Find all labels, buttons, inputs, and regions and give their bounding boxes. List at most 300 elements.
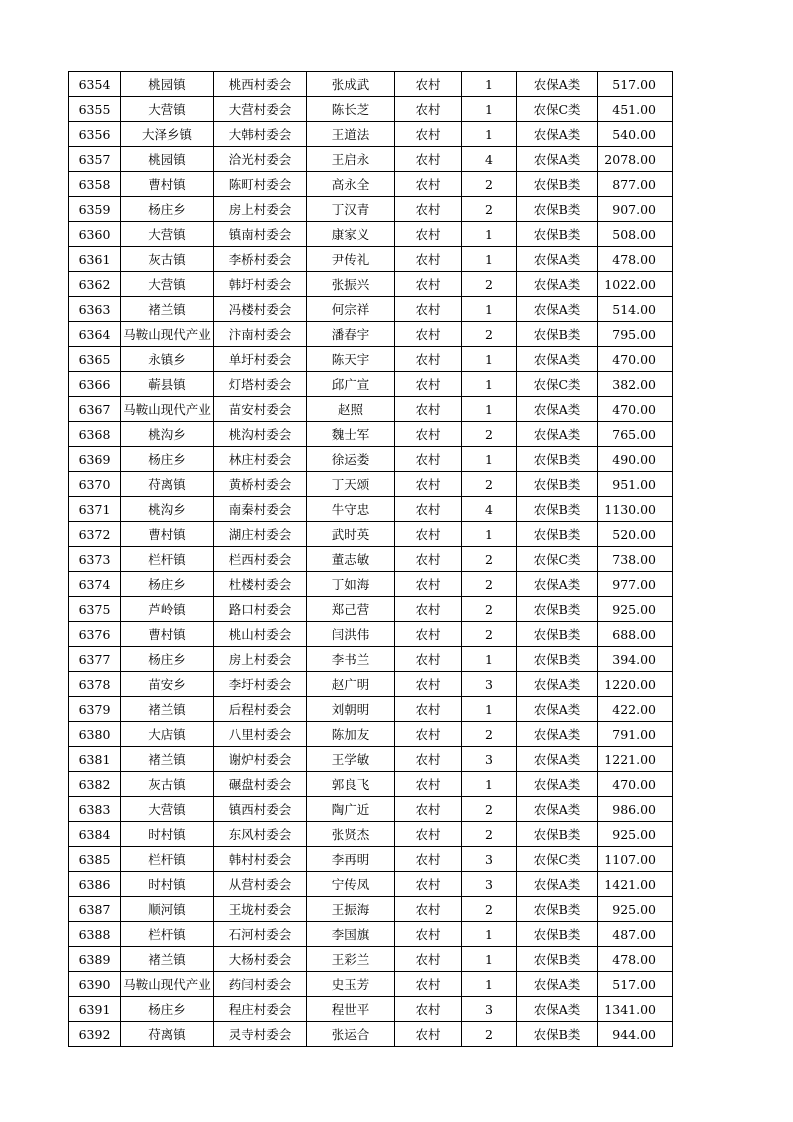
household-count-cell: 1 <box>462 297 517 322</box>
amount-cell: 1421.00 <box>598 872 673 897</box>
area-type-cell: 农村 <box>395 272 462 297</box>
insurance-class-cell: 农保B类 <box>517 322 598 347</box>
table-row <box>69 997 673 1022</box>
table-row <box>69 572 673 597</box>
row-number-cell: 6369 <box>69 447 121 472</box>
town-cell: 褚兰镇 <box>121 297 214 322</box>
area-type-cell: 农村 <box>395 347 462 372</box>
household-count-cell: 1 <box>462 922 517 947</box>
town-cell: 褚兰镇 <box>121 697 214 722</box>
area-type-cell: 农村 <box>395 997 462 1022</box>
table-row <box>69 372 673 397</box>
name-cell: 刘朝明 <box>307 697 395 722</box>
insurance-class-cell: 农保B类 <box>517 947 598 972</box>
village-cell: 韩村村委会 <box>214 847 307 872</box>
insurance-class-cell: 农保B类 <box>517 897 598 922</box>
area-type-cell: 农村 <box>395 372 462 397</box>
village-cell: 单圩村委会 <box>214 347 307 372</box>
village-cell: 王垅村委会 <box>214 897 307 922</box>
household-count-cell: 2 <box>462 422 517 447</box>
amount-cell: 951.00 <box>598 472 673 497</box>
household-count-cell: 2 <box>462 722 517 747</box>
household-count-cell: 3 <box>462 997 517 1022</box>
insurance-class-cell: 农保C类 <box>517 547 598 572</box>
area-type-cell: 农村 <box>395 972 462 997</box>
village-cell: 后程村委会 <box>214 697 307 722</box>
village-cell: 谢炉村委会 <box>214 747 307 772</box>
town-cell: 马鞍山现代产业 <box>121 397 214 422</box>
insurance-class-cell: 农保A类 <box>517 672 598 697</box>
name-cell: 董志敏 <box>307 547 395 572</box>
amount-cell: 977.00 <box>598 572 673 597</box>
insurance-class-cell: 农保B类 <box>517 822 598 847</box>
name-cell: 王启永 <box>307 147 395 172</box>
town-cell: 顺河镇 <box>121 897 214 922</box>
amount-cell: 688.00 <box>598 622 673 647</box>
town-cell: 马鞍山现代产业 <box>121 322 214 347</box>
amount-cell: 986.00 <box>598 797 673 822</box>
town-cell: 大店镇 <box>121 722 214 747</box>
table-row <box>69 347 673 372</box>
name-cell: 陈长芝 <box>307 97 395 122</box>
village-cell: 韩圩村委会 <box>214 272 307 297</box>
name-cell: 尹传礼 <box>307 247 395 272</box>
area-type-cell: 农村 <box>395 172 462 197</box>
household-count-cell: 1 <box>462 122 517 147</box>
area-type-cell: 农村 <box>395 322 462 347</box>
village-cell: 李桥村委会 <box>214 247 307 272</box>
row-number-cell: 6372 <box>69 522 121 547</box>
row-number-cell: 6360 <box>69 222 121 247</box>
table-row <box>69 922 673 947</box>
amount-cell: 517.00 <box>598 72 673 97</box>
town-cell: 时村镇 <box>121 872 214 897</box>
household-count-cell: 3 <box>462 747 517 772</box>
insurance-class-cell: 农保A类 <box>517 772 598 797</box>
household-count-cell: 3 <box>462 872 517 897</box>
row-number-cell: 6361 <box>69 247 121 272</box>
name-cell: 郭良飞 <box>307 772 395 797</box>
household-count-cell: 1 <box>462 347 517 372</box>
table-row <box>69 447 673 472</box>
amount-cell: 487.00 <box>598 922 673 947</box>
village-cell: 林庄村委会 <box>214 447 307 472</box>
table-row <box>69 397 673 422</box>
table-row <box>69 822 673 847</box>
area-type-cell: 农村 <box>395 522 462 547</box>
town-cell: 时村镇 <box>121 822 214 847</box>
insurance-class-cell: 农保B类 <box>517 622 598 647</box>
table-row <box>69 722 673 747</box>
name-cell: 程世平 <box>307 997 395 1022</box>
household-count-cell: 2 <box>462 572 517 597</box>
name-cell: 宁传凤 <box>307 872 395 897</box>
amount-cell: 738.00 <box>598 547 673 572</box>
household-count-cell: 1 <box>462 972 517 997</box>
area-type-cell: 农村 <box>395 922 462 947</box>
table-row <box>69 647 673 672</box>
town-cell: 永镇乡 <box>121 347 214 372</box>
insurance-class-cell: 农保A类 <box>517 122 598 147</box>
amount-cell: 540.00 <box>598 122 673 147</box>
insurance-class-cell: 农保B类 <box>517 197 598 222</box>
area-type-cell: 农村 <box>395 122 462 147</box>
insurance-class-cell: 农保A类 <box>517 997 598 1022</box>
area-type-cell: 农村 <box>395 772 462 797</box>
area-type-cell: 农村 <box>395 547 462 572</box>
table-row <box>69 272 673 297</box>
row-number-cell: 6384 <box>69 822 121 847</box>
insurance-class-cell: 农保A类 <box>517 972 598 997</box>
amount-cell: 422.00 <box>598 697 673 722</box>
amount-cell: 925.00 <box>598 897 673 922</box>
name-cell: 何宗祥 <box>307 297 395 322</box>
row-number-cell: 6358 <box>69 172 121 197</box>
table-row <box>69 622 673 647</box>
town-cell: 曹村镇 <box>121 522 214 547</box>
town-cell: 苻离镇 <box>121 1022 214 1047</box>
row-number-cell: 6357 <box>69 147 121 172</box>
table-row <box>69 947 673 972</box>
insurance-class-cell: 农保A类 <box>517 347 598 372</box>
area-type-cell: 农村 <box>395 222 462 247</box>
insurance-class-cell: 农保B类 <box>517 522 598 547</box>
area-type-cell: 农村 <box>395 822 462 847</box>
table-row <box>69 747 673 772</box>
table-row <box>69 247 673 272</box>
household-count-cell: 1 <box>462 947 517 972</box>
area-type-cell: 农村 <box>395 647 462 672</box>
amount-cell: 2078.00 <box>598 147 673 172</box>
amount-cell: 478.00 <box>598 947 673 972</box>
insurance-class-cell: 农保B类 <box>517 497 598 522</box>
household-count-cell: 2 <box>462 197 517 222</box>
table-row <box>69 197 673 222</box>
amount-cell: 520.00 <box>598 522 673 547</box>
village-cell: 房上村委会 <box>214 647 307 672</box>
village-cell: 镇西村委会 <box>214 797 307 822</box>
row-number-cell: 6377 <box>69 647 121 672</box>
row-number-cell: 6392 <box>69 1022 121 1047</box>
table-row <box>69 497 673 522</box>
household-count-cell: 1 <box>462 647 517 672</box>
area-type-cell: 农村 <box>395 472 462 497</box>
amount-cell: 1022.00 <box>598 272 673 297</box>
table-row <box>69 672 673 697</box>
amount-cell: 1220.00 <box>598 672 673 697</box>
data-table <box>68 71 673 1047</box>
name-cell: 王振海 <box>307 897 395 922</box>
name-cell: 闫洪伟 <box>307 622 395 647</box>
town-cell: 芦岭镇 <box>121 597 214 622</box>
table-row <box>69 872 673 897</box>
row-number-cell: 6375 <box>69 597 121 622</box>
village-cell: 灵寺村委会 <box>214 1022 307 1047</box>
area-type-cell: 农村 <box>395 297 462 322</box>
town-cell: 灰古镇 <box>121 772 214 797</box>
household-count-cell: 2 <box>462 797 517 822</box>
table-row <box>69 172 673 197</box>
town-cell: 栏杆镇 <box>121 547 214 572</box>
village-cell: 八里村委会 <box>214 722 307 747</box>
village-cell: 桃西村委会 <box>214 72 307 97</box>
row-number-cell: 6390 <box>69 972 121 997</box>
amount-cell: 470.00 <box>598 397 673 422</box>
village-cell: 路口村委会 <box>214 597 307 622</box>
town-cell: 大营镇 <box>121 97 214 122</box>
name-cell: 赵照 <box>307 397 395 422</box>
village-cell: 李圩村委会 <box>214 672 307 697</box>
household-count-cell: 2 <box>462 172 517 197</box>
area-type-cell: 农村 <box>395 722 462 747</box>
amount-cell: 925.00 <box>598 822 673 847</box>
village-cell: 汴南村委会 <box>214 322 307 347</box>
household-count-cell: 2 <box>462 897 517 922</box>
amount-cell: 925.00 <box>598 597 673 622</box>
row-number-cell: 6382 <box>69 772 121 797</box>
village-cell: 石河村委会 <box>214 922 307 947</box>
town-cell: 褚兰镇 <box>121 947 214 972</box>
name-cell: 高永全 <box>307 172 395 197</box>
area-type-cell: 农村 <box>395 622 462 647</box>
amount-cell: 470.00 <box>598 772 673 797</box>
village-cell: 苗安村委会 <box>214 397 307 422</box>
insurance-class-cell: 农保B类 <box>517 222 598 247</box>
town-cell: 栏杆镇 <box>121 847 214 872</box>
row-number-cell: 6379 <box>69 697 121 722</box>
table-row <box>69 122 673 147</box>
town-cell: 褚兰镇 <box>121 747 214 772</box>
household-count-cell: 1 <box>462 222 517 247</box>
area-type-cell: 农村 <box>395 447 462 472</box>
area-type-cell: 农村 <box>395 147 462 172</box>
household-count-cell: 4 <box>462 497 517 522</box>
amount-cell: 508.00 <box>598 222 673 247</box>
area-type-cell: 农村 <box>395 422 462 447</box>
insurance-class-cell: 农保B类 <box>517 472 598 497</box>
area-type-cell: 农村 <box>395 1022 462 1047</box>
village-cell: 碾盘村委会 <box>214 772 307 797</box>
name-cell: 康家义 <box>307 222 395 247</box>
row-number-cell: 6383 <box>69 797 121 822</box>
name-cell: 王彩兰 <box>307 947 395 972</box>
household-count-cell: 4 <box>462 147 517 172</box>
amount-cell: 451.00 <box>598 97 673 122</box>
village-cell: 杜楼村委会 <box>214 572 307 597</box>
name-cell: 徐运娄 <box>307 447 395 472</box>
household-count-cell: 1 <box>462 447 517 472</box>
town-cell: 桃园镇 <box>121 72 214 97</box>
town-cell: 苻离镇 <box>121 472 214 497</box>
insurance-class-cell: 农保C类 <box>517 847 598 872</box>
row-number-cell: 6391 <box>69 997 121 1022</box>
insurance-class-cell: 农保B类 <box>517 597 598 622</box>
household-count-cell: 1 <box>462 397 517 422</box>
name-cell: 张运合 <box>307 1022 395 1047</box>
town-cell: 曹村镇 <box>121 172 214 197</box>
area-type-cell: 农村 <box>395 397 462 422</box>
amount-cell: 394.00 <box>598 647 673 672</box>
village-cell: 陈町村委会 <box>214 172 307 197</box>
household-count-cell: 2 <box>462 822 517 847</box>
area-type-cell: 农村 <box>395 597 462 622</box>
row-number-cell: 6387 <box>69 897 121 922</box>
name-cell: 李国旗 <box>307 922 395 947</box>
name-cell: 邱广宣 <box>307 372 395 397</box>
town-cell: 曹村镇 <box>121 622 214 647</box>
name-cell: 王道法 <box>307 122 395 147</box>
insurance-class-cell: 农保A类 <box>517 697 598 722</box>
household-count-cell: 2 <box>462 1022 517 1047</box>
insurance-class-cell: 农保C类 <box>517 97 598 122</box>
area-type-cell: 农村 <box>395 947 462 972</box>
village-cell: 灯塔村委会 <box>214 372 307 397</box>
amount-cell: 791.00 <box>598 722 673 747</box>
household-count-cell: 2 <box>462 472 517 497</box>
insurance-class-cell: 农保B类 <box>517 647 598 672</box>
row-number-cell: 6355 <box>69 97 121 122</box>
village-cell: 桃山村委会 <box>214 622 307 647</box>
town-cell: 大营镇 <box>121 797 214 822</box>
name-cell: 陈加友 <box>307 722 395 747</box>
row-number-cell: 6356 <box>69 122 121 147</box>
area-type-cell: 农村 <box>395 497 462 522</box>
row-number-cell: 6374 <box>69 572 121 597</box>
name-cell: 李再明 <box>307 847 395 872</box>
town-cell: 大营镇 <box>121 222 214 247</box>
row-number-cell: 6385 <box>69 847 121 872</box>
insurance-class-cell: 农保A类 <box>517 722 598 747</box>
area-type-cell: 农村 <box>395 97 462 122</box>
table-row <box>69 322 673 347</box>
village-cell: 镇南村委会 <box>214 222 307 247</box>
amount-cell: 470.00 <box>598 347 673 372</box>
insurance-class-cell: 农保B类 <box>517 172 598 197</box>
insurance-class-cell: 农保A类 <box>517 397 598 422</box>
table-row <box>69 597 673 622</box>
household-count-cell: 2 <box>462 547 517 572</box>
insurance-class-cell: 农保B类 <box>517 922 598 947</box>
town-cell: 大营镇 <box>121 272 214 297</box>
village-cell: 桃沟村委会 <box>214 422 307 447</box>
name-cell: 赵广明 <box>307 672 395 697</box>
table-row <box>69 847 673 872</box>
row-number-cell: 6362 <box>69 272 121 297</box>
area-type-cell: 农村 <box>395 197 462 222</box>
amount-cell: 907.00 <box>598 197 673 222</box>
amount-cell: 517.00 <box>598 972 673 997</box>
amount-cell: 877.00 <box>598 172 673 197</box>
town-cell: 蕲县镇 <box>121 372 214 397</box>
insurance-class-cell: 农保B类 <box>517 1022 598 1047</box>
household-count-cell: 2 <box>462 272 517 297</box>
insurance-class-cell: 农保C类 <box>517 372 598 397</box>
table-row <box>69 897 673 922</box>
row-number-cell: 6364 <box>69 322 121 347</box>
amount-cell: 795.00 <box>598 322 673 347</box>
household-count-cell: 1 <box>462 247 517 272</box>
household-count-cell: 2 <box>462 597 517 622</box>
insurance-class-cell: 农保A类 <box>517 572 598 597</box>
household-count-cell: 3 <box>462 847 517 872</box>
table-row <box>69 972 673 997</box>
village-cell: 黄桥村委会 <box>214 472 307 497</box>
area-type-cell: 农村 <box>395 872 462 897</box>
row-number-cell: 6381 <box>69 747 121 772</box>
area-type-cell: 农村 <box>395 247 462 272</box>
name-cell: 武时英 <box>307 522 395 547</box>
town-cell: 杨庄乡 <box>121 647 214 672</box>
village-cell: 房上村委会 <box>214 197 307 222</box>
row-number-cell: 6380 <box>69 722 121 747</box>
name-cell: 牛守忠 <box>307 497 395 522</box>
area-type-cell: 农村 <box>395 672 462 697</box>
village-cell: 大韩村委会 <box>214 122 307 147</box>
insurance-class-cell: 农保A类 <box>517 297 598 322</box>
town-cell: 大泽乡镇 <box>121 122 214 147</box>
area-type-cell: 农村 <box>395 897 462 922</box>
row-number-cell: 6386 <box>69 872 121 897</box>
insurance-class-cell: 农保A类 <box>517 147 598 172</box>
table-row <box>69 772 673 797</box>
area-type-cell: 农村 <box>395 697 462 722</box>
table-row <box>69 472 673 497</box>
village-cell: 程庄村委会 <box>214 997 307 1022</box>
insurance-class-cell: 农保A类 <box>517 747 598 772</box>
village-cell: 大杨村委会 <box>214 947 307 972</box>
village-cell: 大营村委会 <box>214 97 307 122</box>
household-count-cell: 1 <box>462 697 517 722</box>
amount-cell: 1341.00 <box>598 997 673 1022</box>
town-cell: 桃沟乡 <box>121 422 214 447</box>
amount-cell: 514.00 <box>598 297 673 322</box>
name-cell: 李书兰 <box>307 647 395 672</box>
row-number-cell: 6389 <box>69 947 121 972</box>
row-number-cell: 6366 <box>69 372 121 397</box>
row-number-cell: 6359 <box>69 197 121 222</box>
village-cell: 冯楼村委会 <box>214 297 307 322</box>
name-cell: 张振兴 <box>307 272 395 297</box>
table-row <box>69 297 673 322</box>
town-cell: 苗安乡 <box>121 672 214 697</box>
town-cell: 栏杆镇 <box>121 922 214 947</box>
table-row <box>69 522 673 547</box>
area-type-cell: 农村 <box>395 747 462 772</box>
town-cell: 桃沟乡 <box>121 497 214 522</box>
table-row <box>69 422 673 447</box>
table-row <box>69 222 673 247</box>
insurance-class-cell: 农保A类 <box>517 422 598 447</box>
table-row <box>69 797 673 822</box>
town-cell: 灰古镇 <box>121 247 214 272</box>
amount-cell: 490.00 <box>598 447 673 472</box>
village-cell: 药闫村委会 <box>214 972 307 997</box>
household-count-cell: 2 <box>462 322 517 347</box>
household-count-cell: 1 <box>462 97 517 122</box>
insurance-class-cell: 农保A类 <box>517 272 598 297</box>
row-number-cell: 6365 <box>69 347 121 372</box>
area-type-cell: 农村 <box>395 847 462 872</box>
row-number-cell: 6354 <box>69 72 121 97</box>
amount-cell: 382.00 <box>598 372 673 397</box>
town-cell: 杨庄乡 <box>121 997 214 1022</box>
amount-cell: 1130.00 <box>598 497 673 522</box>
amount-cell: 1221.00 <box>598 747 673 772</box>
village-cell: 东风村委会 <box>214 822 307 847</box>
household-count-cell: 1 <box>462 72 517 97</box>
town-cell: 杨庄乡 <box>121 447 214 472</box>
town-cell: 桃园镇 <box>121 147 214 172</box>
